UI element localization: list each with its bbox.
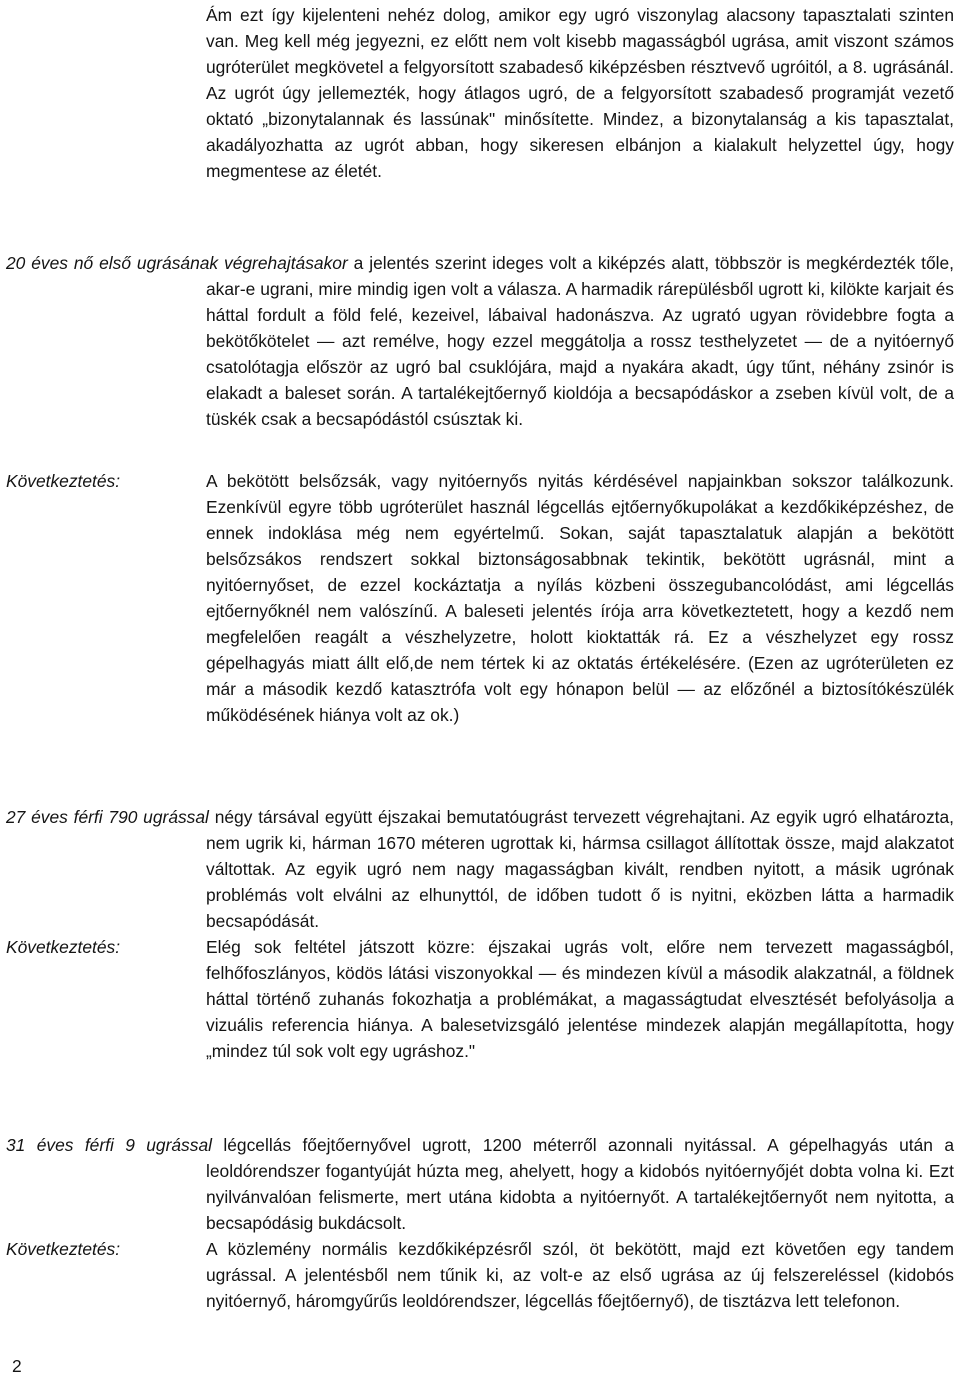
- case-2-conclusion-label: Következtetés:: [6, 937, 121, 957]
- case-3-conclusion: A közlemény normális kezdőkiképzésről szól, öt bekötött, majd ezt követően egy tandem ugrással. A jelentésből nem tűnik ki, az volt-e az első ugrása az új felszereléssel (kidobós nyitóernyő, háromgyűrűs leoldórendszer, légcellás főejtőernyő), de tisztázva lett telefonon.: [206, 1239, 954, 1311]
- case-1-conclusion-label: Következtetés:: [6, 471, 121, 491]
- page-number: 2: [12, 1356, 22, 1376]
- case-3-text: légcellás főejtőernyővel ugrott, 1200 méterről azonnali nyitással. A gépelhagyás után a leoldórendszer fogantyúját húzta meg, ahelyett, hogy a kidobós nyitóernyőjét dobta volna ki. Ezt nyilvánvalóan felismerte, mert utána kidobta a nyitóernyőt. A tartalékejtőernyőt nem nyitotta, a becsapódásig bukdácsolt.: [206, 1135, 954, 1233]
- case-2-lead: [0, 804, 954, 934]
- case-1-label: 20 éves nő első ugrásának végrehajtásakor: [6, 253, 348, 273]
- case-3-lead: [0, 1132, 954, 1236]
- case-report-3: [0, 1132, 960, 1236]
- case-2-conclusion: Elég sok feltétel játszott közre: éjszakai ugrás volt, előre nem tervezett magasságból, felhőfoszlányos, ködös látási viszonyokkal — és mindezen kívül a második alakzatnál, a földnek háttal történő zuhanás fokozhatja a problémákat, a magasságtudat elvesztését befolyásolja a vizuális referencia hiánya. A balesetvizsgáló jelentése mindezek alapján megállapította, hogy „mindez túl sok volt egy ugráshoz.": [206, 937, 954, 1061]
- case-report-2: [0, 804, 960, 934]
- case-1-conclusion: A bekötött belsőzsák, vagy nyitóernyős nyitás kérdésével napjainkban sokszor találkozunk. Ezenkívül egyre több ugróterület használ légcellás ejtőernyőkupolákat a kezdőkiképzéshez, de ennek indoklása még nem egyértelmű. Sokan, saját tapasztalatuk alapján a bekötött belsőzsákos rendszert sokkal biztonságosabbnak tekintik, bekötött ugrásnál, mint a nyitóernyőset, de ezzel kockáztatja a nyílás közbeni összegubancolódást, ami légcellás ejtőernyőknél nem valószínű. A baleseti jelentés írója arra következtetett, hogy a kezdő nem megfelelően reagált a vészhelyzetre, holott kioktatták rá. Ez a vészhelyzet egy rossz gépelhagyás miatt állt elő,de nem tértek ki az oktatás értékelésére. (Ezen az ugróterületen ez már a második kezdő katasztrófa volt egy hónapon belül — az előzőnél a biztosítókészülék működésének hiánya volt az ok.): [206, 471, 954, 725]
- case-2-text: négy társával együtt éjszakai bemutatóugrást tervezett végrehajtani. Az egyik ugró elhatározta, nem ugrik ki, hárman 1670 méteren ugrottak ki, hármsa csillagot állítottak össze, majd alakzatot váltottak. Az egyik ugró nem nagy magasságban kivált, rendben nyitott, a másik ugrónak problémás volt elválni az elhunyttól, de időben tudott ő is nyitni, eközben látta a harmadik becsapódását.: [206, 807, 954, 931]
- case-1-text: a jelentés szerint ideges volt a kiképzés alatt, többször is megkérdezték tőle, akar-e ugrani, mire mindig igen volt a válasza. A harmadik rárepülésből ugrott ki, kilökte karjait és háttal fordult a föld felé, kezeivel, lábaival hadonászva. Az ugrató ugyan rövidebbre fogta a bekötőkötelet — azt remélve, hogy ezzel meggátolja a rossz testhelyzetet — de a nyitóernyő csatolótagja először az ugró bal csuklójára, majd a nyakára akadt, úgy tűnt, néhány zsinór is elakadt a baleset során. A tartalékejtőernyő kioldója a becsapódáskor a zseben kívül volt, de a tüskék csak a becsapódástól csúsztak ki.: [206, 253, 955, 429]
- case-2-label: 27 éves férfi 790 ugrással: [6, 807, 209, 827]
- case-report-1: [0, 250, 960, 432]
- case-3-conclusion-label: Következtetés:: [6, 1239, 121, 1259]
- case-3-label: 31 éves férfi 9 ugrással: [6, 1135, 212, 1155]
- intro-paragraph: Ám ezt így kijelenteni nehéz dolog, amikor egy ugró viszonylag alacsony tapasztalati szinten van. Meg kell még jegyezni, ez előtt nem volt kisebb magasságból ugrása, amit viszont számos ugróterület megkövetel a felgyorsított szabadeső kiképzésben résztvevő ugróitól, a 8. ugrásánál. Az ugrót úgy jellemezték, hogy átlagos ugró, de a felgyorsított szabadeső programját vezető oktató „bizonytalannak és lassúnak" minősítette. Mindez, a bizonytalanság a kis tapasztalat, akadályozhatta az ugrót abban, hogy sikeresen elbánjon a kialakult helyzettel úgy, hogy megmentese az életét.: [206, 5, 954, 181]
- case-1-lead: [0, 250, 954, 432]
